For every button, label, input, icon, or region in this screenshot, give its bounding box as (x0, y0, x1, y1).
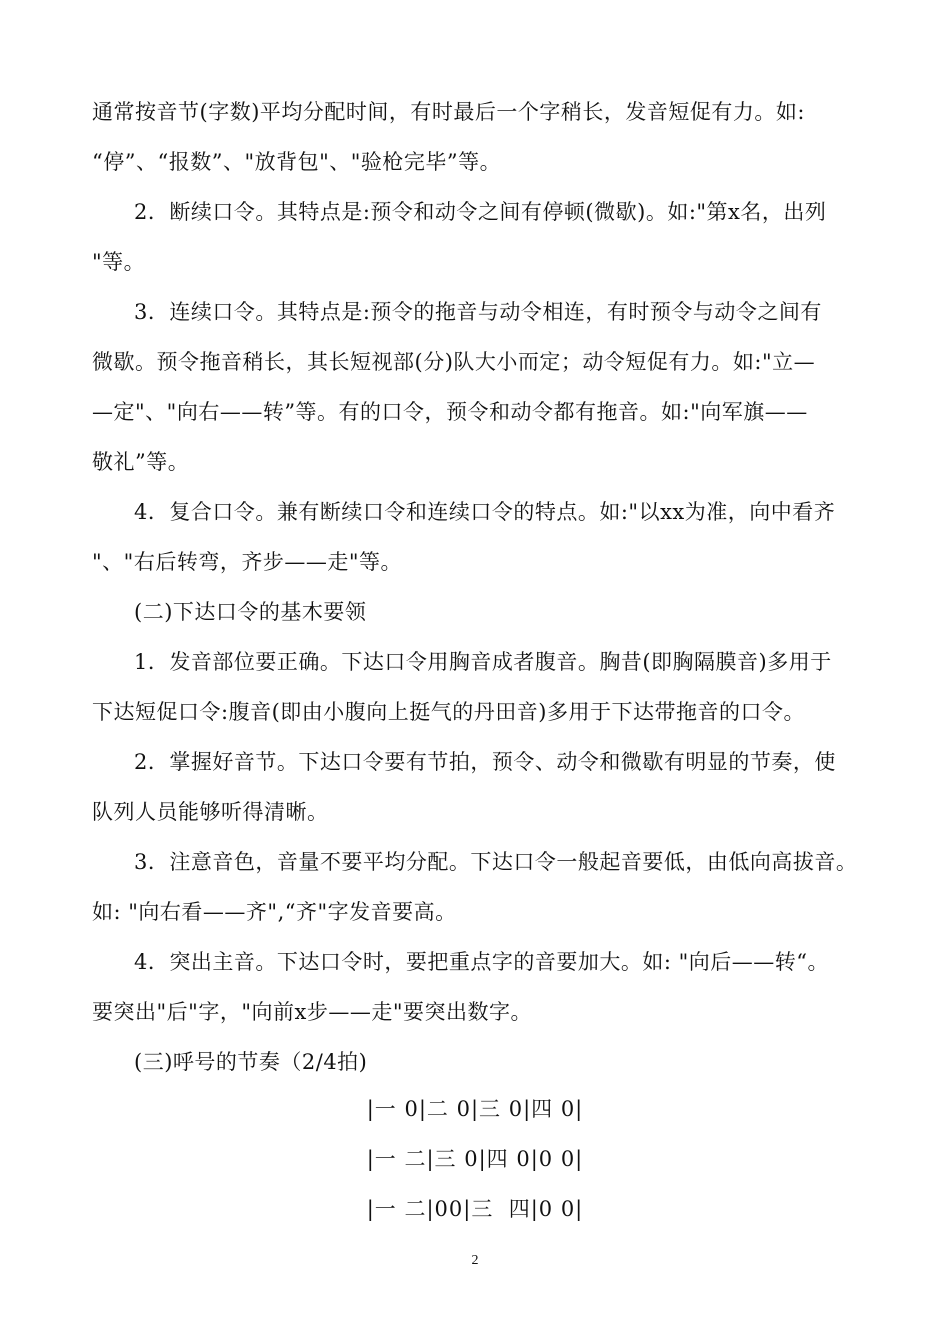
paragraph-line: 微歇。预令拖音稍长，其长短视部(分)队大小而定；动令短促有力。如:"立— (92, 350, 816, 374)
paragraph-line: 如: "向右看——齐",“齐"字发音要高。 (92, 900, 457, 924)
paragraph-line: 敬礼”等。 (92, 450, 190, 474)
paragraph-line: 要突出"后"字，"向前x步——走"要突出数字。 (92, 1000, 532, 1024)
section-heading: (二)下达口令的基木要领 (134, 600, 367, 624)
paragraph-line: "等。 (92, 250, 146, 274)
paragraph-line: 4．复合口令。兼有断续口令和连续口令的特点。如:"以xx为准，向中看齐 (134, 500, 836, 524)
rhythm-line: |一 二|00|三 四|0 0| (366, 1197, 584, 1221)
paragraph-line: 2．断续口令。其特点是:预令和动令之间有停顿(微歇)。如:"第x名，出列 (134, 200, 827, 224)
paragraph-line: 通常按音节(字数)平均分配时间，有时最后一个字稍长，发音短促有力。如: (92, 100, 805, 124)
paragraph-line: 2．掌握好音节。下达口令要有节拍，预令、动令和微歇有明显的节奏，使 (134, 750, 836, 774)
paragraph-line: 下达短促口令:腹音(即由小腹向上挺气的丹田音)多用于下达带拖音的口令。 (92, 700, 805, 724)
paragraph-line: "、"右后转弯，齐步——走"等。 (92, 550, 402, 574)
paragraph-line: 4．突出主音。下达口令时，要把重点字的音要加大。如: "向后——转“。 (134, 950, 830, 974)
paragraph-line: 1．发音部位要正确。下达口令用胸音成者腹音。胸昔(即胸隔膜音)多用于 (134, 650, 832, 674)
paragraph-line: “停”、“报数”、"放背包"、"验枪完毕”等。 (92, 150, 502, 174)
section-heading: (三)呼号的节奏（2/4拍) (134, 1050, 368, 1074)
rhythm-line: |一 二|三 0|四 0|0 0| (366, 1147, 584, 1171)
rhythm-line: |一 0|二 0|三 0|四 0| (366, 1097, 584, 1121)
paragraph-line: 3．注意音色，音量不要平均分配。下达口令一般起音要低，由低向高拔音。 (134, 850, 858, 874)
page-number: 2 (471, 1253, 479, 1268)
paragraph-line: 队列人员能够听得清晰。 (92, 800, 329, 824)
paragraph-line: 3．连续口令。其特点是:预令的拖音与动令相连，有时预令与动令之间有 (134, 300, 822, 324)
paragraph-line: —定"、"向右——转”等。有的口令，预令和动令都有拖音。如:"向军旗—— (92, 400, 808, 424)
